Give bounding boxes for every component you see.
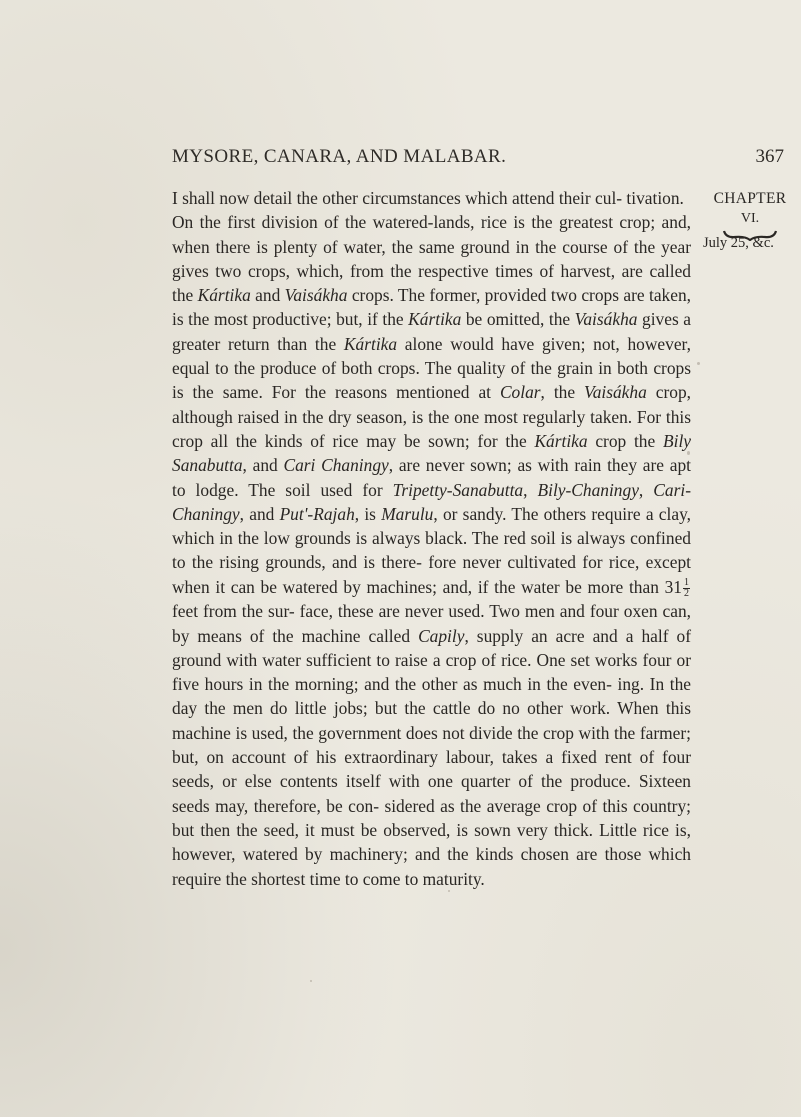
margin-chapter-number: VI. [740,211,760,226]
body-text [172,186,691,891]
page-header [172,146,784,172]
rice-put-rajah: Put'-Rajah [279,503,355,524]
term-vaisakha: Vaisákha [574,309,638,330]
rice-cari-chaningy: Cari-Chaningy [172,479,691,524]
term-vaisakha: Vaisákha [284,285,348,306]
term-kartika: Kártika [343,333,398,354]
machine-capily: Capily [418,625,465,646]
paper-spot [310,980,312,982]
soil-marulu: Marulu [381,503,434,524]
term-kartika: Kártika [408,309,462,330]
rice-bily-chaningy: Bily-Chaningy [537,479,639,500]
running-head: MYSORE, CANARA, AND MALABAR. [172,146,507,167]
paper-spot [687,451,690,455]
paper-spot [448,890,450,892]
term-vaisakha: Vaisákha [584,382,647,403]
margin-chapter-label: CHAPTER [713,190,787,207]
paper-spot [697,362,700,365]
term-kartika: Kártika [197,285,251,306]
rice-bily-sanabutta: Bily Sanabutta [172,430,691,476]
paragraph-2: On the first division of the watered-lands, rice is the greatest crop; and, when there is plenty of water, the same ground in the course of the year gives two crops, which, from the respective times of harvest, are called the Kártika and Vaisákha crops. The former, provided two crops are taken, is the most productive; but, if the Kártika be omitted, the Vaisákha gives a greater return than the Kártika alone would have given; not, however, equal to the produce of both crops. The quality of the grain in both crops is the same. For the reasons mentioned at Colar, the Vaisákha crop, although raised in the dry season, is the one most regularly taken. For this crop all the kinds of rice may be sown; for the Kártika crop the Bily Sanabutta, and Cari Chaningy, are never sown; as with rain they are apt to lodge. The soil used for Tripetty-Sanabutta, Bily-Chaningy, Cari-Chaningy, and Put'-Rajah, is Marulu, or sandy. The others require a clay, which in the low grounds is always black. The red soil is always confined to the rising grounds, and is there- fore never cultivated for rice, except when it can be watered by machines; and, if the water be more than 31 $\frac{1}{2}$ feet from the sur- face, these are never used. Two men and four oxen can, by means of the machine called Capily, supply an acre and a half of ground with water sufficient to raise a crop of rice. One set works four or five hours in the morning; and the other as much in the even- ing. In the day the men do little jobs; but the cattle do no other work. When this machine is used, the government does not divide the crop with the farmer; but, on account of his extraordinary labour, takes a fixed rent of four seeds, or else contents itself with one quarter of the produce. Sixteen seeds may, therefore, be con- sidered as the average crop of this country; but then the seed, it must be observed, is sown very thick. Little rice is, however, watered by machinery; and the kinds chosen are those which require the shortest time to come to maturity. [172,212,692,889]
fraction-half: $\frac{1}{2}$ [684,577,689,600]
term-kartika: Kártika [534,430,588,451]
rice-cari-chaningy: Cari Chaningy [283,455,389,476]
place-colar: Colar [499,382,541,403]
rice-tripetty-sanabutta: Tripetty-Sanabutta [392,479,524,500]
paragraph-1: I shall now detail the other circumstances which attend their cul- tivation. [172,188,684,208]
margin-date: July 25, &c. [703,235,774,251]
page-number: 367 [755,146,784,167]
